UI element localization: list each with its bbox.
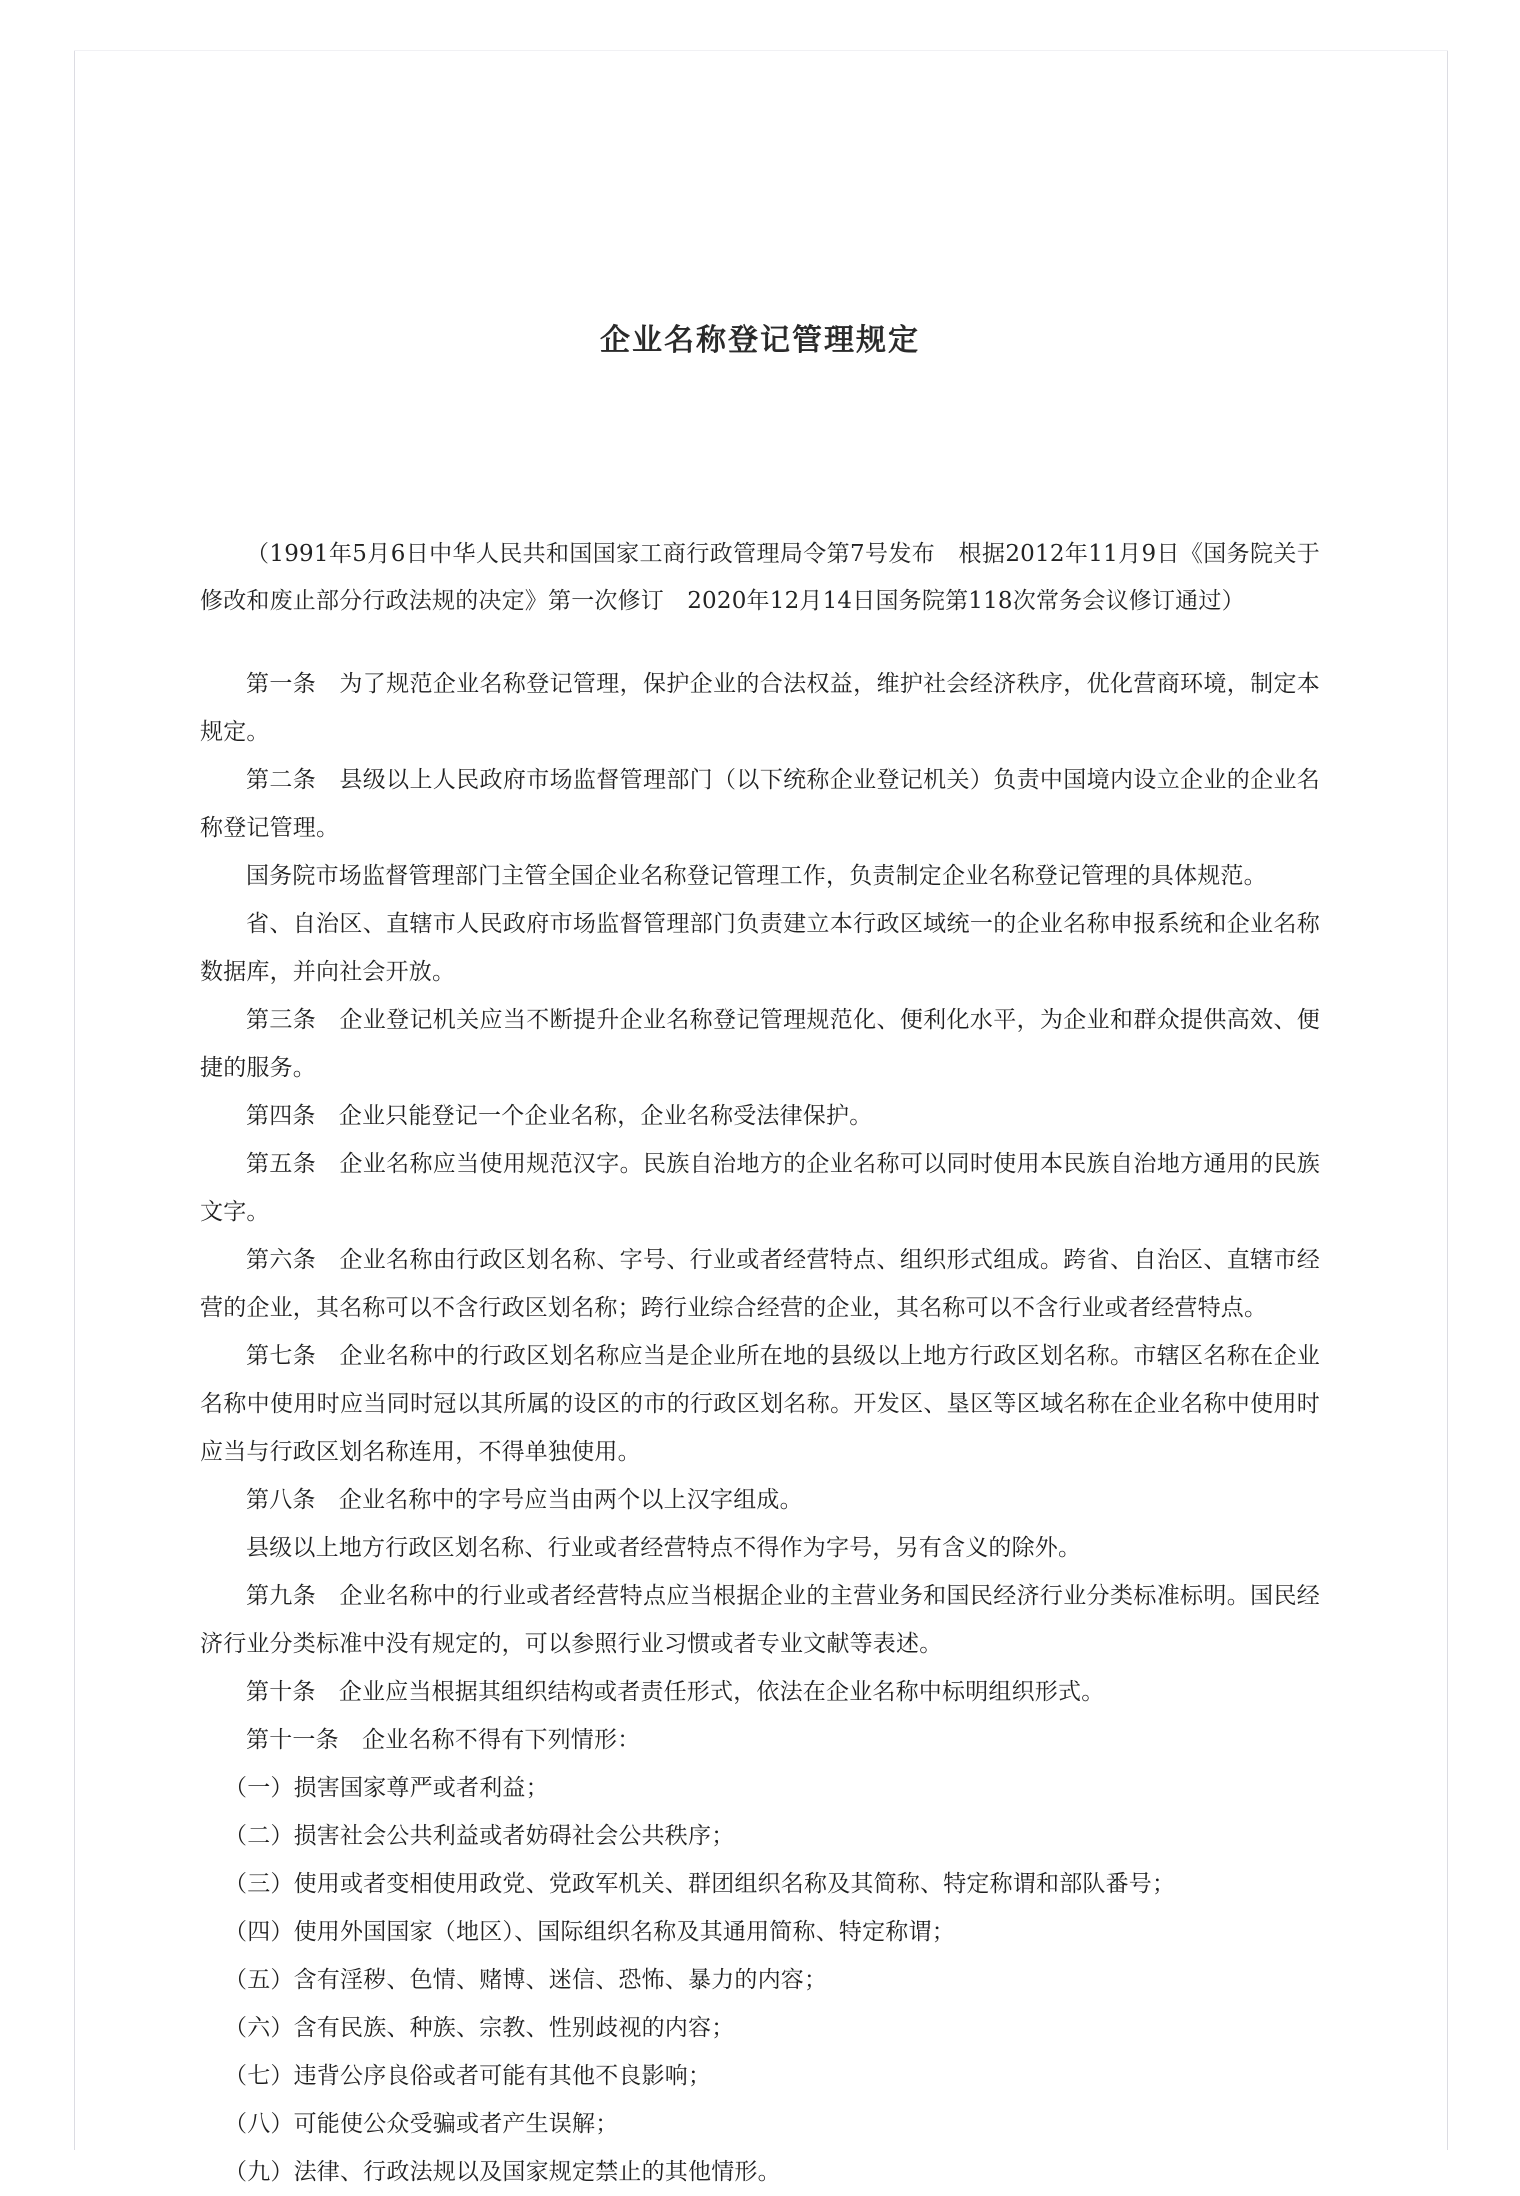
article-paragraph: 第五条 企业名称应当使用规范汉字。民族自治地方的企业名称可以同时使用本民族自治地方通用的民族文字。 <box>200 1151 1320 1225</box>
page-border-top <box>74 50 1448 51</box>
article-paragraph: 第八条 企业名称中的字号应当由两个以上汉字组成。 <box>246 1487 803 1513</box>
article-paragraph: 国务院市场监督管理部门主管全国企业名称登记管理工作，负责制定企业名称登记管理的具体规范。 <box>246 863 1267 889</box>
document-preamble: （1991年5月6日中华人民共和国国家工商行政管理局令第7号发布 根据2012年11月9日《国务院关于修改和废止部分行政法规的决定》第一次修订 2020年12月14日国务院第118次常务会议修订通过） <box>200 541 1320 614</box>
document-body <box>200 660 1320 2196</box>
list-item: （二）损害社会公共利益或者妨碍社会公共秩序； <box>224 1823 735 1849</box>
article-paragraph: 县级以上地方行政区划名称、行业或者经营特点不得作为字号，另有含义的除外。 <box>246 1535 1082 1561</box>
list-item: （四）使用外国国家（地区）、国际组织名称及其通用简称、特定称谓； <box>224 1919 955 1945</box>
article-paragraph: 省、自治区、直辖市人民政府市场监督管理部门负责建立本行政区域统一的企业名称申报系统和企业名称数据库，并向社会开放。 <box>200 911 1320 985</box>
list-item: （六）含有民族、种族、宗教、性别歧视的内容； <box>224 2015 735 2041</box>
article-paragraph: 第七条 企业名称中的行政区划名称应当是企业所在地的县级以上地方行政区划名称。市辖区名称在企业名称中使用时应当同时冠以其所属的设区的市的行政区划名称。开发区、垦区等区域名称在企业名称中使用时应当与行政区划名称连用，不得单独使用。 <box>200 1343 1320 1465</box>
list-item: （五）含有淫秽、色情、赌博、迷信、恐怖、暴力的内容； <box>224 1967 828 1993</box>
article-paragraph: 第十一条 企业名称不得有下列情形： <box>246 1727 641 1753</box>
article-paragraph: 第九条 企业名称中的行业或者经营特点应当根据企业的主营业务和国民经济行业分类标准标明。国民经济行业分类标准中没有规定的，可以参照行业习惯或者专业文献等表述。 <box>200 1583 1320 1657</box>
article-paragraph: 第二条 县级以上人民政府市场监督管理部门（以下统称企业登记机关）负责中国境内设立企业的企业名称登记管理。 <box>200 767 1320 841</box>
article-paragraph: 第六条 企业名称由行政区划名称、字号、行业或者经营特点、组织形式组成。跨省、自治区、直辖市经营的企业，其名称可以不含行政区划名称；跨行业综合经营的企业，其名称可以不含行业或者经营特点。 <box>200 1247 1320 1321</box>
list-item: （一）损害国家尊严或者利益； <box>224 1775 549 1801</box>
article-paragraph: 第十条 企业应当根据其组织结构或者责任形式，依法在企业名称中标明组织形式。 <box>246 1679 1105 1705</box>
article-paragraph: 第三条 企业登记机关应当不断提升企业名称登记管理规范化、便利化水平，为企业和群众提供高效、便捷的服务。 <box>200 1007 1320 1081</box>
list-item: （八）可能使公众受骗或者产生误解； <box>224 2111 619 2137</box>
article-paragraph: 第四条 企业只能登记一个企业名称，企业名称受法律保护。 <box>246 1103 873 1129</box>
article-paragraph: 第一条 为了规范企业名称登记管理，保护企业的合法权益，维护社会经济秩序，优化营商环境，制定本规定。 <box>200 671 1320 745</box>
page-title: 企业名称登记管理规定 <box>600 323 920 358</box>
list-item: （七）违背公序良俗或者可能有其他不良影响； <box>224 2063 712 2089</box>
list-item: （三）使用或者变相使用政党、党政军机关、群团组织名称及其简称、特定称谓和部队番号； <box>224 1871 1176 1897</box>
list-item: （九）法律、行政法规以及国家规定禁止的其他情形。 <box>224 2159 781 2185</box>
